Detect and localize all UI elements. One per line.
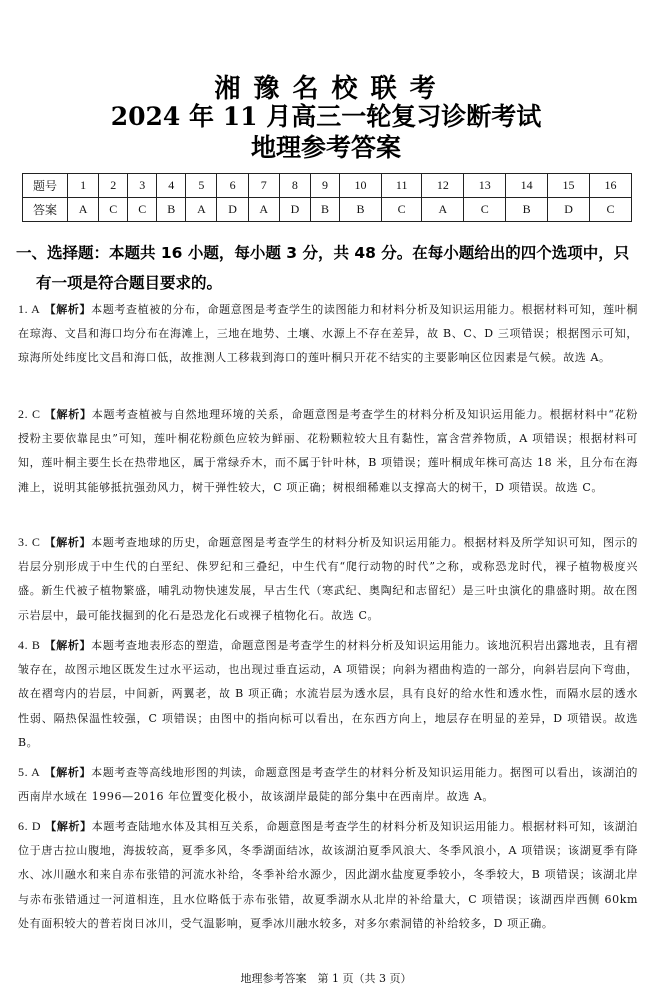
- table-cell: 16: [589, 174, 631, 198]
- analysis-tag: 【解析】: [44, 639, 92, 652]
- answer-key-table: [22, 173, 632, 222]
- table-cell: D: [279, 198, 310, 222]
- explanation-q2: [18, 402, 638, 500]
- question-number: 3. C: [18, 535, 41, 549]
- question-number: 1. A: [18, 302, 41, 316]
- table-cell: 3: [128, 174, 157, 198]
- table-cell: B: [311, 198, 340, 222]
- row-label-answer: 答案: [23, 198, 68, 222]
- table-cell: A: [248, 198, 279, 222]
- table-cell: C: [128, 198, 157, 222]
- table-cell: C: [381, 198, 421, 222]
- table-cell: B: [340, 198, 382, 222]
- analysis-tag: 【解析】: [45, 820, 92, 833]
- explanation-text: 本题考查陆地水体及其相互关系，命题意图是考查学生的材料分析及知识运用能力。根据材料可知，该湖泊位于唐古拉山腹地，海拔较高，夏季多风，冬季湖面结冰，故该湖泊夏季风浪大、冬季风浪小，A 项错误；该湖夏季有降水、冰川融水和来自赤布张错的河流水补给，冬季补给水源少，因此湖水盐度夏季较小，冬季较大，B 项错误；该湖北岸与赤布张错通过一河道相连，且水位略低于赤布张错，故夏季湖水从北岸的补给量大，C 项错误；该湖西岸西侧 60km 处有面积较大的普若岗日冰川，受气温影响，夏季冰川融水较多，对多尔索洞错的补给较多，D 项正确。: [18, 820, 638, 930]
- explanation-text: 本题考查植被与自然地理环境的关系，命题意图是考查学生的材料分析及知识运用能力。根据材料中“花粉授粉主要依靠昆虫”可知，莲叶桐花粉颜色应较为鲜丽、花粉颗粒较大且有黏性，富含营养物质，A 项错误；根据材料可知，莲叶桐主要生长在热带地区，属于常绿乔木，而不属于针叶林，B 项错误；莲叶桐成年株可高达 18 米，且分布在海滩上，说明其能够抵抗强劲风力，树干弹性较大，C 项正确；树根细稀难以支撑高大的树干，D 项错误。故选 C。: [18, 408, 638, 494]
- explanation-text: 本题考查地表形态的塑造，命题意图是考查学生的材料分析及知识运用能力。该地沉积岩出露地表，且有褶皱存在，故图示地区既发生过水平运动，也出现过垂直运动，A 项错误；向斜为褶曲构造的一部分，向斜岩层向下弯曲，故在褶弯内的岩层，中间新，两翼老，故 B 项正确；水流岩层为透水层，具有良好的给水性和透水性，而隔水层的透水性弱、隔热保温性较强，C 项错误；由图中的指向标可以看出，在东西方向上，地层存在明显的差异，D 项错误。故选 B。: [18, 639, 638, 749]
- table-cell: 5: [186, 174, 217, 198]
- table-cell: 13: [464, 174, 506, 198]
- row-label-question: 题号: [23, 174, 68, 198]
- explanation-q3: [18, 530, 638, 628]
- analysis-tag: 【解析】: [44, 766, 92, 779]
- table-cell: D: [217, 198, 248, 222]
- exam-name-title: 2024 年 11 月高三一轮复习诊断考试: [110, 102, 542, 131]
- explanation-q5: [18, 760, 638, 809]
- question-number: 5. A: [18, 765, 41, 779]
- section-heading-line1: 一、选择题：本题共 16 小题，每小题 3 分，共 48 分。在每小题给出的四个选项中，只: [16, 244, 630, 262]
- page-footer: 地理参考答案 第 1 页（共 3 页）: [240, 972, 412, 985]
- exam-org-title: 湘 豫 名 校 联 考: [214, 74, 438, 104]
- table-cell: 6: [217, 174, 248, 198]
- table-cell: 4: [157, 174, 186, 198]
- explanation-q6: [18, 814, 638, 936]
- explanation-text: 本题考查地球的历史，命题意图是考查学生的材料分析及知识运用能力。根据材料及所学知识可知，图示的岩层分别形成于中生代的白垩纪、侏罗纪和三叠纪，中生代有“爬行动物的时代”之称，或称恐龙时代，裸子植物极度兴盛。新生代被子植物繁盛，哺乳动物快速发展，早古生代（寒武纪、奥陶纪和志留纪）是三叶虫演化的鼎盛时期。故在图示岩层中，最可能找掘到的化石是恐龙化石或裸子植物化石。故选 C。: [18, 536, 638, 622]
- table-cell: 10: [340, 174, 382, 198]
- table-cell: 7: [248, 174, 279, 198]
- analysis-tag: 【解析】: [44, 408, 92, 421]
- table-cell: D: [548, 198, 590, 222]
- table-cell: A: [186, 198, 217, 222]
- question-number: 6. D: [18, 819, 42, 833]
- table-cell: 8: [279, 174, 310, 198]
- table-cell: 2: [99, 174, 128, 198]
- section-heading: [16, 238, 638, 298]
- table-cell: 9: [311, 174, 340, 198]
- table-cell: B: [157, 198, 186, 222]
- question-number: 2. C: [18, 407, 41, 421]
- section-heading-line2: 有一项是符合题目要求的。: [36, 274, 223, 292]
- table-cell: C: [464, 198, 506, 222]
- table-cell: C: [589, 198, 631, 222]
- explanation-text: 本题考查等高线地形图的判读，命题意图是考查学生的材料分析及知识运用能力。据图可以看出，该湖泊的西南岸水域在 1996—2016 年位置变化极小，故该湖岸最陡的部分集中在西南岸。故选 A。: [18, 766, 638, 804]
- explanation-q4: [18, 633, 638, 755]
- question-number: 4. B: [18, 638, 41, 652]
- table-cell: 14: [506, 174, 548, 198]
- table-cell: A: [422, 198, 464, 222]
- table-cell: 11: [381, 174, 421, 198]
- table-cell: 12: [422, 174, 464, 198]
- table-cell: C: [99, 198, 128, 222]
- table-cell: A: [68, 198, 99, 222]
- analysis-tag: 【解析】: [44, 536, 92, 549]
- question-number-row: [23, 174, 632, 198]
- analysis-tag: 【解析】: [44, 303, 92, 316]
- table-cell: B: [506, 198, 548, 222]
- explanation-q1: [18, 297, 638, 371]
- table-cell: 1: [68, 174, 99, 198]
- explanation-text: 本题考查植被的分布，命题意图是考查学生的读图能力和材料分析及知识运用能力。根据材料可知，莲叶桐在琼海、文昌和海口均分布在海滩上，三地在地势、土壤、水源上不存在差异，故 B、C、D 三项错误；根据图示可知，琼海所处纬度比文昌和海口低，故推测人工移栽到海口的莲叶桐只开花不结实的主要影响区位因素是气候。故选 A。: [18, 303, 638, 365]
- subject-title: 地理参考答案: [250, 133, 401, 162]
- answer-row: [23, 198, 632, 222]
- table-cell: 15: [548, 174, 590, 198]
